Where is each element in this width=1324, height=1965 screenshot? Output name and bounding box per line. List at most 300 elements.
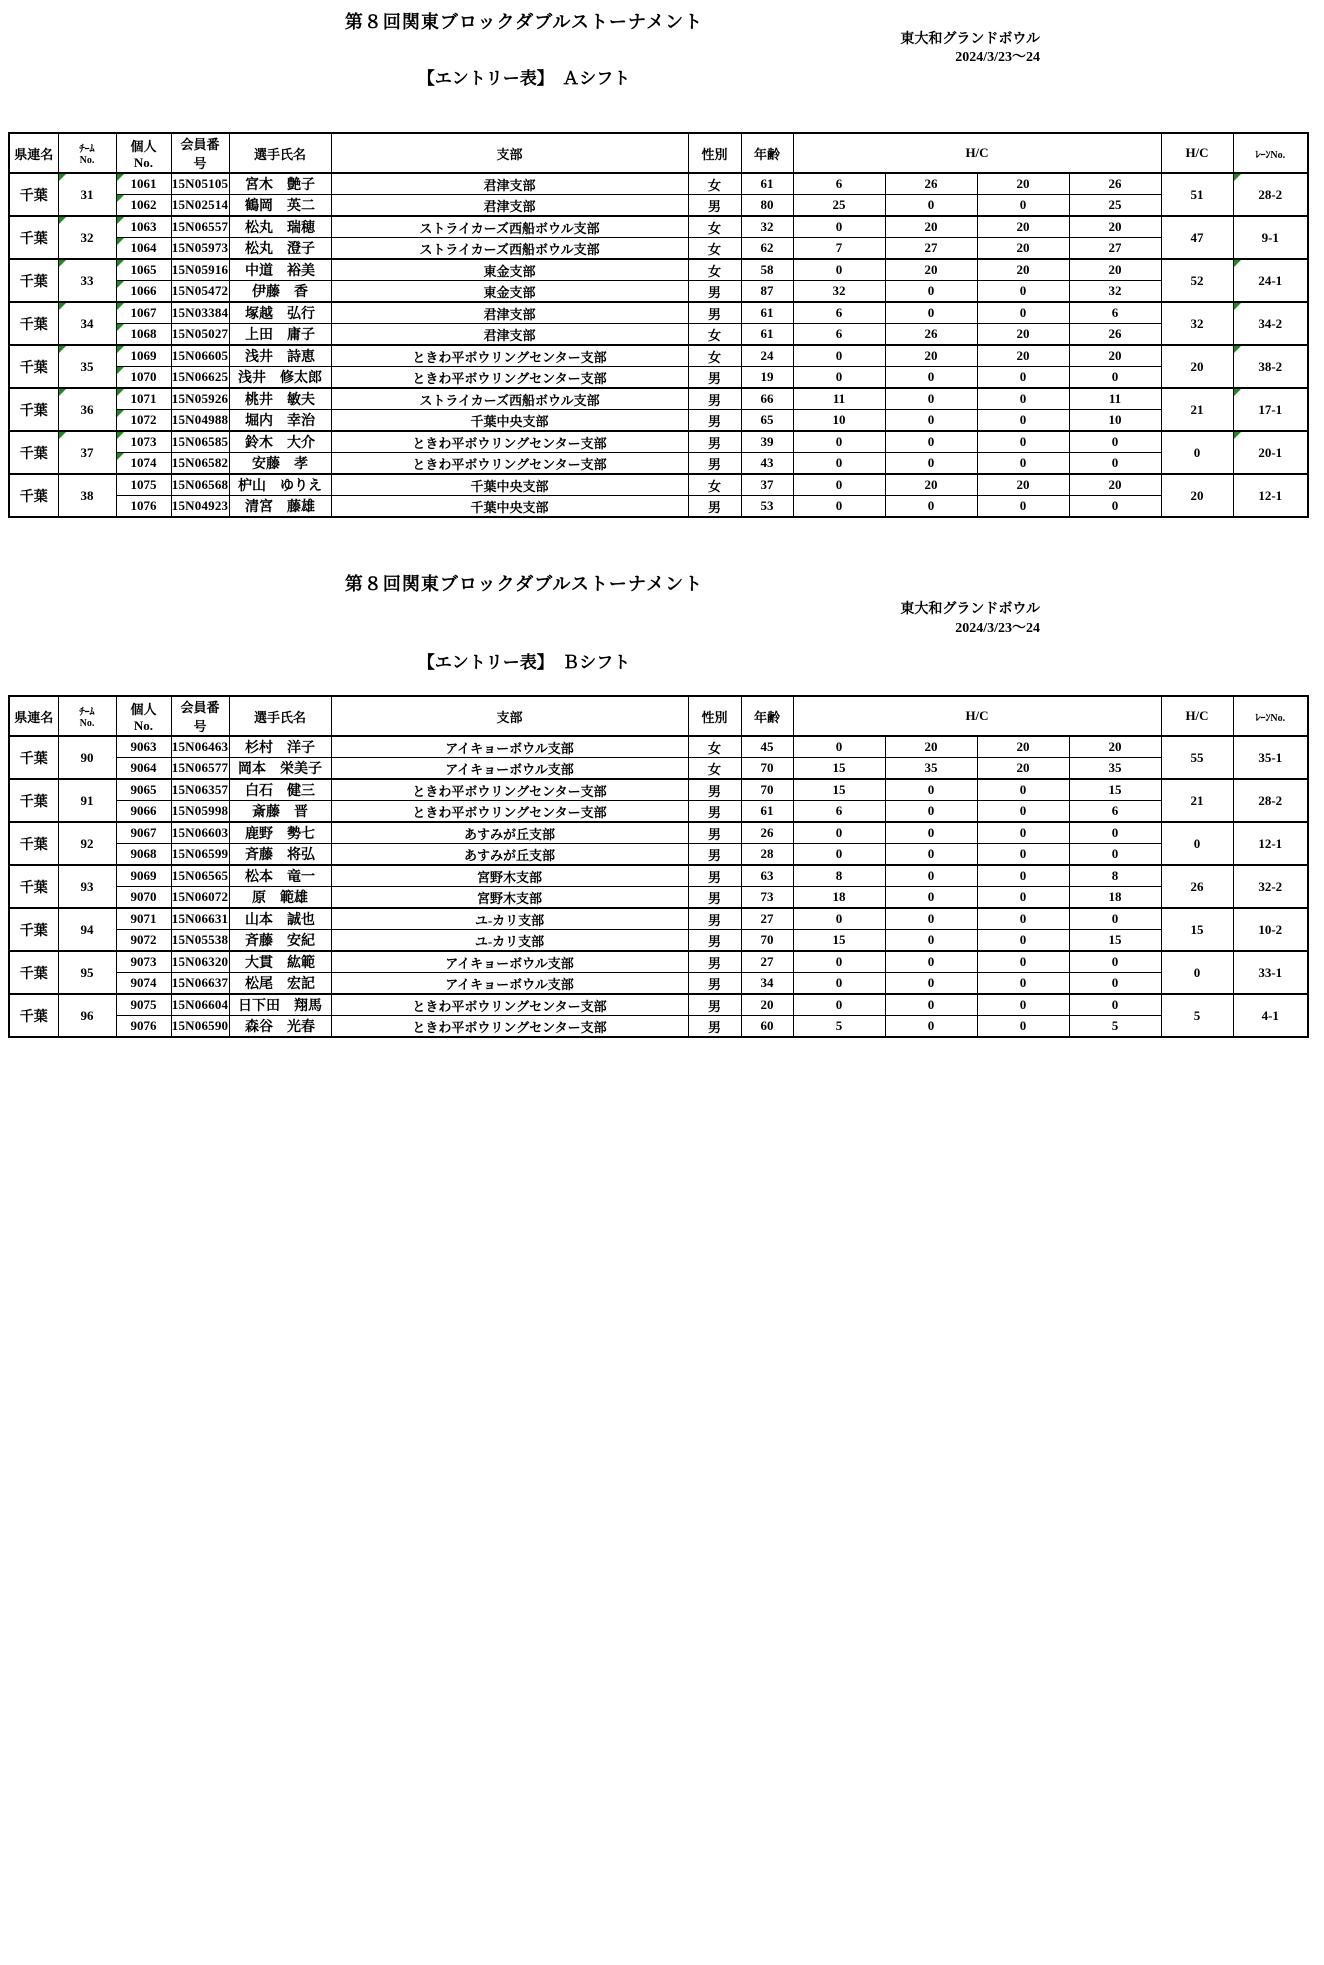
header-row (9, 133, 1308, 173)
col-header-player-name: 選手氏名 (229, 133, 331, 173)
hc-cell: 20 (977, 324, 1069, 346)
lane-cell: 17-1 (1233, 388, 1308, 431)
player-name-cell: 堀内 幸治 (229, 410, 331, 432)
hc-cell: 15 (793, 758, 885, 780)
hc-cell: 0 (1069, 496, 1161, 518)
hc-cell: 35 (1069, 758, 1161, 780)
age-cell: 43 (741, 453, 793, 475)
hc-cell: 6 (1069, 801, 1161, 823)
excel-flag-icon (117, 217, 124, 224)
age-cell: 62 (741, 238, 793, 260)
hc-cell: 0 (885, 908, 977, 930)
player-no-cell: 9063 (116, 736, 171, 758)
hc-cell: 0 (885, 431, 977, 453)
player-no-cell: 9070 (116, 887, 171, 909)
branch-cell: ストライカーズ西船ボウル支部 (331, 238, 688, 260)
player-row (9, 216, 1308, 238)
player-name-cell: 清宮 藤雄 (229, 496, 331, 518)
excel-flag-icon (59, 260, 66, 267)
tournament-title: 第８回関東ブロックダブルストーナメント (344, 574, 704, 594)
hc-cell: 0 (885, 453, 977, 475)
sex-cell: 男 (688, 930, 741, 952)
hc-cell: 15 (793, 779, 885, 801)
player-no-cell: 9072 (116, 930, 171, 952)
excel-flag-icon (117, 324, 124, 331)
excel-flag-icon (59, 174, 66, 181)
hc-cell: 0 (885, 930, 977, 952)
sex-cell: 男 (688, 281, 741, 303)
player-no-cell: 1069 (116, 345, 171, 367)
hc-cell: 5 (793, 1016, 885, 1038)
age-cell: 27 (741, 951, 793, 973)
hc-cell: 0 (793, 822, 885, 844)
member-id-cell: 15N06603 (171, 822, 229, 844)
hc-cell: 32 (793, 281, 885, 303)
lane-cell: 20-1 (1233, 431, 1308, 474)
entry-table-body (9, 736, 1308, 1037)
player-name-cell: 日下田 翔馬 (229, 994, 331, 1016)
pref-cell: 千葉 (9, 736, 58, 779)
lane-cell: 28-2 (1233, 779, 1308, 822)
lane-cell: 33-1 (1233, 951, 1308, 994)
player-row (9, 238, 1308, 260)
branch-cell: ユ-カリ支部 (331, 908, 688, 930)
player-row (9, 994, 1308, 1016)
member-id-cell: 15N04923 (171, 496, 229, 518)
hc-cell: 20 (1069, 216, 1161, 238)
lane-cell: 24-1 (1233, 259, 1308, 302)
age-cell: 34 (741, 973, 793, 995)
hc-cell: 0 (977, 367, 1069, 389)
member-id-cell: 15N06604 (171, 994, 229, 1016)
player-name-cell: 松丸 澄子 (229, 238, 331, 260)
age-cell: 66 (741, 388, 793, 410)
branch-cell: 君津支部 (331, 324, 688, 346)
hc-cell: 0 (885, 302, 977, 324)
hc-cell: 0 (793, 844, 885, 866)
member-id-cell: 15N02514 (171, 195, 229, 217)
hc-cell: 0 (977, 281, 1069, 303)
player-no-cell: 9064 (116, 758, 171, 780)
player-row (9, 474, 1308, 496)
col-header-hc-total: H/C (1161, 133, 1233, 173)
hc-cell: 0 (977, 302, 1069, 324)
hc-cell: 0 (885, 281, 977, 303)
sex-cell: 男 (688, 865, 741, 887)
col-header-age: 年齢 (741, 696, 793, 736)
pref-cell: 千葉 (9, 474, 58, 517)
hc-cell: 11 (1069, 388, 1161, 410)
excel-flag-icon (1234, 432, 1241, 439)
sex-cell: 男 (688, 822, 741, 844)
excel-flag-icon (1234, 389, 1241, 396)
col-header-branch: 支部 (331, 696, 688, 736)
team-no-cell: 37 (58, 431, 116, 474)
hc-total-cell: 21 (1161, 779, 1233, 822)
age-cell: 58 (741, 259, 793, 281)
hc-cell: 20 (885, 736, 977, 758)
hc-cell: 0 (885, 1016, 977, 1038)
player-name-cell: 上田 庸子 (229, 324, 331, 346)
lane-cell: 9-1 (1233, 216, 1308, 259)
excel-flag-icon (117, 410, 124, 417)
event-dates: 2024/3/23～24 (955, 50, 1040, 65)
age-cell: 19 (741, 367, 793, 389)
player-name-cell: 宮木 艶子 (229, 173, 331, 195)
player-name-cell: 原 範雄 (229, 887, 331, 909)
age-cell: 63 (741, 865, 793, 887)
player-name-cell: 塚越 弘行 (229, 302, 331, 324)
team-no-cell: 91 (58, 779, 116, 822)
hc-cell: 0 (793, 736, 885, 758)
player-no-cell: 9065 (116, 779, 171, 801)
hc-cell: 0 (885, 410, 977, 432)
hc-cell: 0 (977, 431, 1069, 453)
sex-cell: 男 (688, 1016, 741, 1038)
sex-cell: 女 (688, 345, 741, 367)
hc-cell: 0 (977, 801, 1069, 823)
hc-cell: 0 (1069, 994, 1161, 1016)
sex-cell: 女 (688, 216, 741, 238)
hc-cell: 6 (793, 302, 885, 324)
hc-cell: 20 (1069, 259, 1161, 281)
sex-cell: 男 (688, 973, 741, 995)
hc-cell: 0 (885, 973, 977, 995)
pref-cell: 千葉 (9, 779, 58, 822)
hc-cell: 20 (1069, 474, 1161, 496)
age-cell: 28 (741, 844, 793, 866)
col-header-hc-group: H/C (793, 696, 1161, 736)
player-row (9, 302, 1308, 324)
player-name-cell: 斉藤 将弘 (229, 844, 331, 866)
hc-cell: 20 (977, 736, 1069, 758)
branch-cell: ストライカーズ西船ボウル支部 (331, 216, 688, 238)
hc-cell: 0 (1069, 951, 1161, 973)
player-row (9, 801, 1308, 823)
team-no-cell: 35 (58, 345, 116, 388)
hc-cell: 0 (977, 844, 1069, 866)
hc-cell: 20 (885, 474, 977, 496)
branch-cell: ときわ平ボウリングセンター支部 (331, 1016, 688, 1038)
pref-cell: 千葉 (9, 345, 58, 388)
lane-cell: 12-1 (1233, 474, 1308, 517)
pref-cell: 千葉 (9, 388, 58, 431)
col-header-sex: 性別 (688, 696, 741, 736)
sex-cell: 男 (688, 951, 741, 973)
entry-subtitle-b: 【エントリー表】 Ｂシフト (417, 653, 631, 672)
hc-total-cell: 15 (1161, 908, 1233, 951)
hc-cell: 0 (793, 908, 885, 930)
hc-cell: 0 (977, 496, 1069, 518)
branch-cell: あすみが丘支部 (331, 822, 688, 844)
age-cell: 26 (741, 822, 793, 844)
entry-table-a (8, 132, 1309, 518)
player-row (9, 453, 1308, 475)
hc-cell: 0 (885, 994, 977, 1016)
entry-subtitle-a: 【エントリー表】 Ａシフト (417, 69, 631, 88)
player-row (9, 173, 1308, 195)
player-row (9, 1016, 1308, 1038)
hc-cell: 26 (1069, 173, 1161, 195)
player-no-cell: 1061 (116, 173, 171, 195)
hc-cell: 0 (977, 410, 1069, 432)
player-no-cell: 9066 (116, 801, 171, 823)
hc-cell: 0 (793, 216, 885, 238)
lane-cell: 10-2 (1233, 908, 1308, 951)
player-name-cell: 松丸 瑞穂 (229, 216, 331, 238)
hc-cell: 10 (793, 410, 885, 432)
hc-cell: 0 (885, 195, 977, 217)
player-name-cell: 安藤 孝 (229, 453, 331, 475)
branch-cell: 東金支部 (331, 259, 688, 281)
player-no-cell: 1065 (116, 259, 171, 281)
age-cell: 70 (741, 779, 793, 801)
branch-cell: 宮野木支部 (331, 887, 688, 909)
hc-total-cell: 0 (1161, 431, 1233, 474)
team-no-cell: 34 (58, 302, 116, 345)
hc-total-cell: 47 (1161, 216, 1233, 259)
col-header-player-no: 個人 No. (116, 133, 171, 173)
player-name-cell: 大貫 紘範 (229, 951, 331, 973)
hc-cell: 20 (977, 345, 1069, 367)
player-row (9, 736, 1308, 758)
player-row (9, 496, 1308, 518)
player-row (9, 951, 1308, 973)
team-no-cell: 32 (58, 216, 116, 259)
sex-cell: 女 (688, 259, 741, 281)
hc-cell: 0 (885, 496, 977, 518)
pref-cell: 千葉 (9, 216, 58, 259)
hc-cell: 0 (885, 887, 977, 909)
hc-cell: 0 (977, 887, 1069, 909)
branch-cell: ときわ平ボウリングセンター支部 (331, 367, 688, 389)
player-no-cell: 1074 (116, 453, 171, 475)
branch-cell: ときわ平ボウリングセンター支部 (331, 779, 688, 801)
hc-cell: 0 (1069, 908, 1161, 930)
sex-cell: 男 (688, 302, 741, 324)
hc-cell: 35 (885, 758, 977, 780)
player-row (9, 431, 1308, 453)
branch-cell: ときわ平ボウリングセンター支部 (331, 994, 688, 1016)
pref-cell: 千葉 (9, 908, 58, 951)
team-no-cell: 94 (58, 908, 116, 951)
sex-cell: 男 (688, 367, 741, 389)
hc-total-cell: 0 (1161, 951, 1233, 994)
player-no-cell: 1072 (116, 410, 171, 432)
hc-cell: 0 (793, 951, 885, 973)
member-id-cell: 15N06565 (171, 865, 229, 887)
hc-cell: 15 (1069, 930, 1161, 952)
excel-flag-icon (1234, 346, 1241, 353)
sex-cell: 女 (688, 173, 741, 195)
age-cell: 87 (741, 281, 793, 303)
hc-cell: 18 (1069, 887, 1161, 909)
hc-cell: 20 (885, 345, 977, 367)
sex-cell: 女 (688, 474, 741, 496)
hc-cell: 25 (793, 195, 885, 217)
hc-cell: 0 (977, 865, 1069, 887)
hc-cell: 0 (977, 951, 1069, 973)
hc-cell: 0 (793, 431, 885, 453)
member-id-cell: 15N06072 (171, 887, 229, 909)
member-id-cell: 15N06463 (171, 736, 229, 758)
hc-cell: 0 (793, 474, 885, 496)
hc-cell: 27 (885, 238, 977, 260)
sex-cell: 女 (688, 324, 741, 346)
sex-cell: 男 (688, 908, 741, 930)
pref-cell: 千葉 (9, 865, 58, 908)
player-no-cell: 9075 (116, 994, 171, 1016)
player-name-cell: 浅井 修太郎 (229, 367, 331, 389)
hc-cell: 0 (1069, 973, 1161, 995)
age-cell: 37 (741, 474, 793, 496)
team-no-cell: 92 (58, 822, 116, 865)
branch-cell: 宮野木支部 (331, 865, 688, 887)
player-row (9, 865, 1308, 887)
branch-cell: 君津支部 (331, 302, 688, 324)
team-no-cell: 93 (58, 865, 116, 908)
tournament-title: 第８回関東ブロックダブルストーナメント (344, 12, 704, 32)
col-header-member-id: 会員番 号 (171, 696, 229, 736)
player-row (9, 844, 1308, 866)
team-no-cell: 31 (58, 173, 116, 216)
player-no-cell: 1071 (116, 388, 171, 410)
hc-cell: 0 (885, 367, 977, 389)
branch-cell: 千葉中央支部 (331, 496, 688, 518)
hc-cell: 0 (1069, 453, 1161, 475)
player-name-cell: 白石 健三 (229, 779, 331, 801)
col-header-branch: 支部 (331, 133, 688, 173)
sex-cell: 男 (688, 496, 741, 518)
pref-cell: 千葉 (9, 173, 58, 216)
pref-cell: 千葉 (9, 302, 58, 345)
hc-cell: 0 (1069, 844, 1161, 866)
hc-cell: 20 (977, 173, 1069, 195)
age-cell: 61 (741, 302, 793, 324)
player-no-cell: 1068 (116, 324, 171, 346)
branch-cell: アイキョーボウル支部 (331, 758, 688, 780)
sex-cell: 女 (688, 238, 741, 260)
hc-cell: 0 (793, 496, 885, 518)
player-name-cell: 森谷 光春 (229, 1016, 331, 1038)
excel-flag-icon (59, 432, 66, 439)
player-no-cell: 1076 (116, 496, 171, 518)
excel-flag-icon (1234, 260, 1241, 267)
hc-cell: 0 (977, 908, 1069, 930)
hc-cell: 7 (793, 238, 885, 260)
player-row (9, 388, 1308, 410)
member-id-cell: 15N05998 (171, 801, 229, 823)
lane-cell: 34-2 (1233, 302, 1308, 345)
member-id-cell: 15N06557 (171, 216, 229, 238)
player-name-cell: 浅井 詩恵 (229, 345, 331, 367)
excel-flag-icon (117, 432, 124, 439)
hc-cell: 6 (793, 324, 885, 346)
branch-cell: ストライカーズ西船ボウル支部 (331, 388, 688, 410)
hc-cell: 20 (885, 259, 977, 281)
player-no-cell: 1075 (116, 474, 171, 496)
member-id-cell: 15N05027 (171, 324, 229, 346)
col-header-team-no: ﾁｰﾑ No. (58, 133, 116, 173)
player-no-cell: 9067 (116, 822, 171, 844)
col-header-player-name: 選手氏名 (229, 696, 331, 736)
player-name-cell: 松尾 宏記 (229, 973, 331, 995)
member-id-cell: 15N06577 (171, 758, 229, 780)
hc-cell: 26 (1069, 324, 1161, 346)
player-no-cell: 1067 (116, 302, 171, 324)
excel-flag-icon (117, 389, 124, 396)
age-cell: 61 (741, 324, 793, 346)
player-name-cell: 鈴木 大介 (229, 431, 331, 453)
sex-cell: 女 (688, 758, 741, 780)
player-no-cell: 1070 (116, 367, 171, 389)
hc-cell: 20 (977, 474, 1069, 496)
sex-cell: 男 (688, 195, 741, 217)
member-id-cell: 15N05472 (171, 281, 229, 303)
hc-total-cell: 52 (1161, 259, 1233, 302)
sex-cell: 男 (688, 453, 741, 475)
hc-total-cell: 5 (1161, 994, 1233, 1037)
age-cell: 70 (741, 758, 793, 780)
hc-cell: 0 (977, 453, 1069, 475)
branch-cell: ときわ平ボウリングセンター支部 (331, 431, 688, 453)
branch-cell: ときわ平ボウリングセンター支部 (331, 453, 688, 475)
player-no-cell: 9073 (116, 951, 171, 973)
player-row (9, 930, 1308, 952)
hc-cell: 0 (793, 345, 885, 367)
hc-cell: 0 (885, 388, 977, 410)
hc-cell: 11 (793, 388, 885, 410)
member-id-cell: 15N06582 (171, 453, 229, 475)
hc-cell: 0 (977, 779, 1069, 801)
player-no-cell: 9068 (116, 844, 171, 866)
entry-table-header (9, 133, 1308, 173)
pref-cell: 千葉 (9, 994, 58, 1037)
hc-cell: 0 (885, 822, 977, 844)
member-id-cell: 15N06637 (171, 973, 229, 995)
col-header-lane: ﾚｰﾝNo. (1233, 696, 1308, 736)
player-name-cell: 伊藤 香 (229, 281, 331, 303)
player-name-cell: 斉藤 安紀 (229, 930, 331, 952)
branch-cell: アイキョーボウル支部 (331, 973, 688, 995)
lane-cell: 38-2 (1233, 345, 1308, 388)
member-id-cell: 15N06625 (171, 367, 229, 389)
age-cell: 73 (741, 887, 793, 909)
hc-cell: 0 (885, 865, 977, 887)
age-cell: 60 (741, 1016, 793, 1038)
hc-total-cell: 55 (1161, 736, 1233, 779)
col-header-pref: 県連名 (9, 696, 58, 736)
hc-cell: 20 (977, 259, 1069, 281)
hc-cell: 27 (1069, 238, 1161, 260)
member-id-cell: 15N05973 (171, 238, 229, 260)
age-cell: 45 (741, 736, 793, 758)
hc-cell: 0 (977, 994, 1069, 1016)
sex-cell: 女 (688, 736, 741, 758)
hc-cell: 0 (885, 951, 977, 973)
member-id-cell: 15N06599 (171, 844, 229, 866)
branch-cell: あすみが丘支部 (331, 844, 688, 866)
age-cell: 61 (741, 173, 793, 195)
age-cell: 32 (741, 216, 793, 238)
team-no-cell: 38 (58, 474, 116, 517)
player-row (9, 822, 1308, 844)
hc-total-cell: 26 (1161, 865, 1233, 908)
excel-flag-icon (117, 195, 124, 202)
col-header-age: 年齢 (741, 133, 793, 173)
branch-cell: 千葉中央支部 (331, 474, 688, 496)
hc-cell: 10 (1069, 410, 1161, 432)
